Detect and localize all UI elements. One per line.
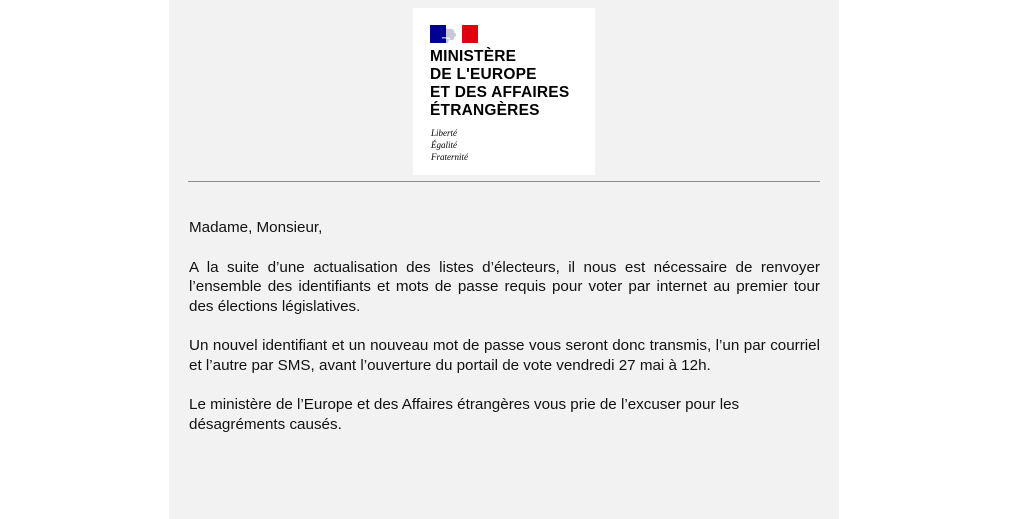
ministry-name-line: MINISTÈRE: [430, 48, 517, 65]
ministry-name: [430, 48, 569, 120]
ministry-name-line: ÉTRANGÈRES: [430, 102, 540, 119]
ministry-logo: [413, 8, 595, 175]
ministry-name-line: DE L'EUROPE: [430, 66, 537, 83]
motto-liberte: Liberté: [431, 128, 457, 138]
paragraph-apology: Le ministère de l’Europe et des Affaires étrangères vous prie de l’excuser pour les désagréments causés.: [189, 396, 740, 433]
republic-motto: [431, 127, 468, 163]
salutation: Madame, Monsieur,: [189, 219, 323, 236]
paragraph-reset-notice: A la suite d’une actualisation des listes d’électeurs, il nous est nécessaire de renvoyer l’ensemble des identifiants et mots de passe requis pour voter par internet au premier tour des élections législatives.: [189, 258, 820, 315]
email-body: [169, 0, 839, 519]
marianne-flag-icon: [430, 25, 478, 43]
header-divider: [188, 181, 820, 182]
paragraph-new-credentials: Un nouvel identifiant et un nouveau mot de passe vous seront donc transmis, l’un par courriel et l’autre par SMS, avant l’ouverture du portail de vote vendredi 27 mai à 12h.: [189, 337, 820, 374]
ministry-name-line: ET DES AFFAIRES: [430, 84, 570, 101]
motto-fraternite: Fraternité: [431, 152, 468, 162]
motto-egalite: Égalité: [431, 140, 457, 150]
letter-content: [189, 218, 820, 454]
